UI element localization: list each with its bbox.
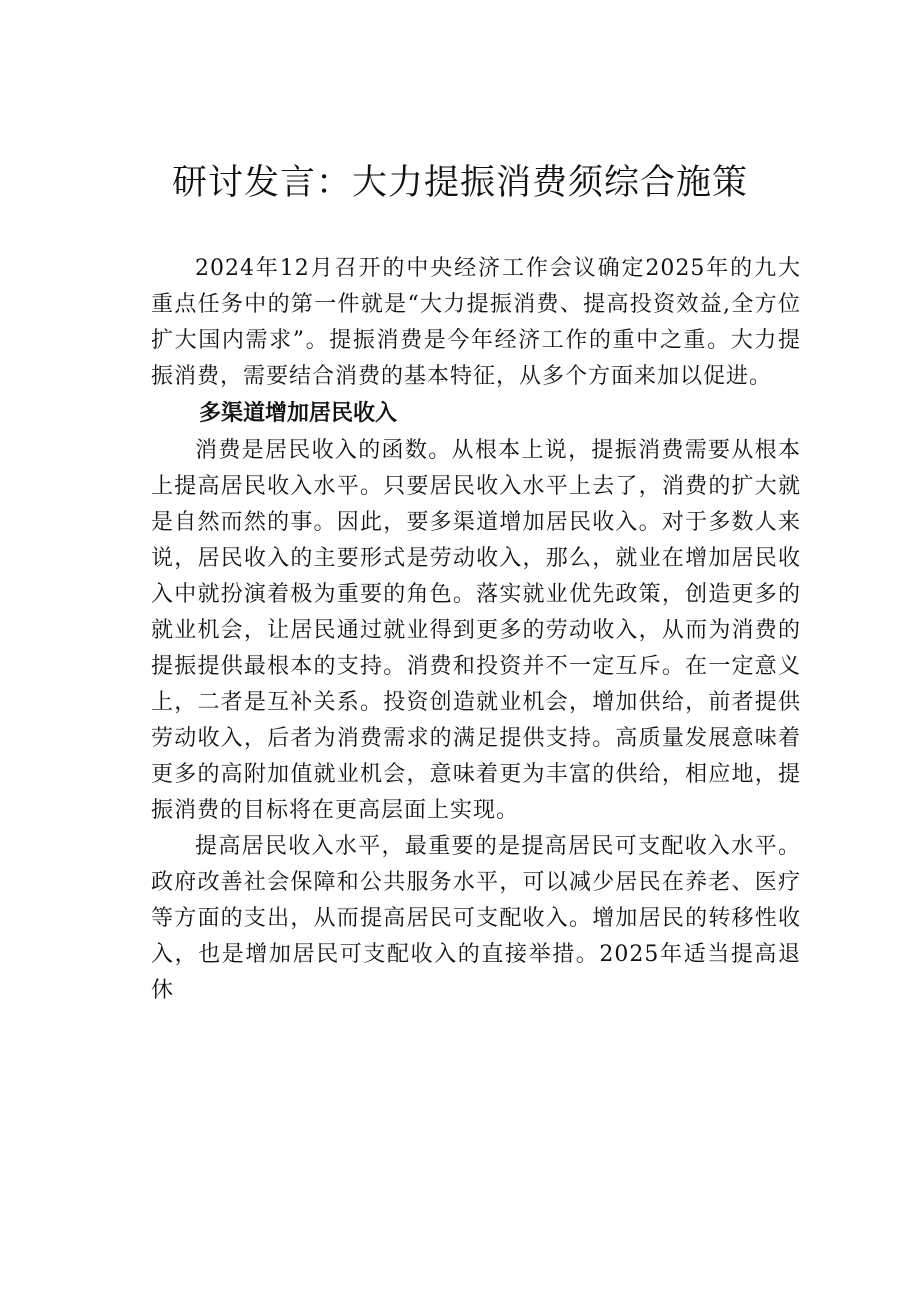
document-title: 研讨发言：大力提振消费须综合施策 — [171, 163, 748, 203]
section-heading: 多渠道增加居民收入 — [199, 401, 398, 426]
paragraph-intro: 2024年12月召开的中央经济工作会议确定2025年的九大重点任务中的第一件就是“大力提振消费、提高投资效益,全方位扩大国内需求”。提振消费是今年经济工作的重中之重。大力提振消费，需要结合消费的基本特征，从多个方面来加以促进。 — [151, 256, 801, 389]
document-body — [151, 251, 801, 1009]
paragraph-income-function: 消费是居民收入的函数。从根本上说，提振消费需要从根本上提高居民收入水平。只要居民收入水平上去了，消费的扩大就是自然而然的事。因此，要多渠道增加居民收入。对于多数人来说，居民收入的主要形式是劳动收入，那么，就业在增加居民收入中就扮演着极为重要的角色。落实就业优先政策，创造更多的就业机会，让居民通过就业得到更多的劳动收入，从而为消费的提振提供最根本的支持。消费和投资并不一定互斥。在一定意义上，二者是互补关系。投资创造就业机会，增加供给，前者提供劳动收入，后者为消费需求的满足提供支持。高质量发展意味着更多的高附加值就业机会，意味着更为丰富的供给，相应地，提振消费的目标将在更高层面上实现。 — [151, 438, 801, 823]
paragraph-disposable-income: 提高居民收入水平，最重要的是提高居民可支配收入水平。政府改善社会保障和公共服务水平，可以减少居民在养老、医疗等方面的支出，从而提高居民可支配收入。增加居民的转移性收入，也是增加居民可支配收入的直接举措。2025年适当提高退休 — [151, 834, 801, 1003]
